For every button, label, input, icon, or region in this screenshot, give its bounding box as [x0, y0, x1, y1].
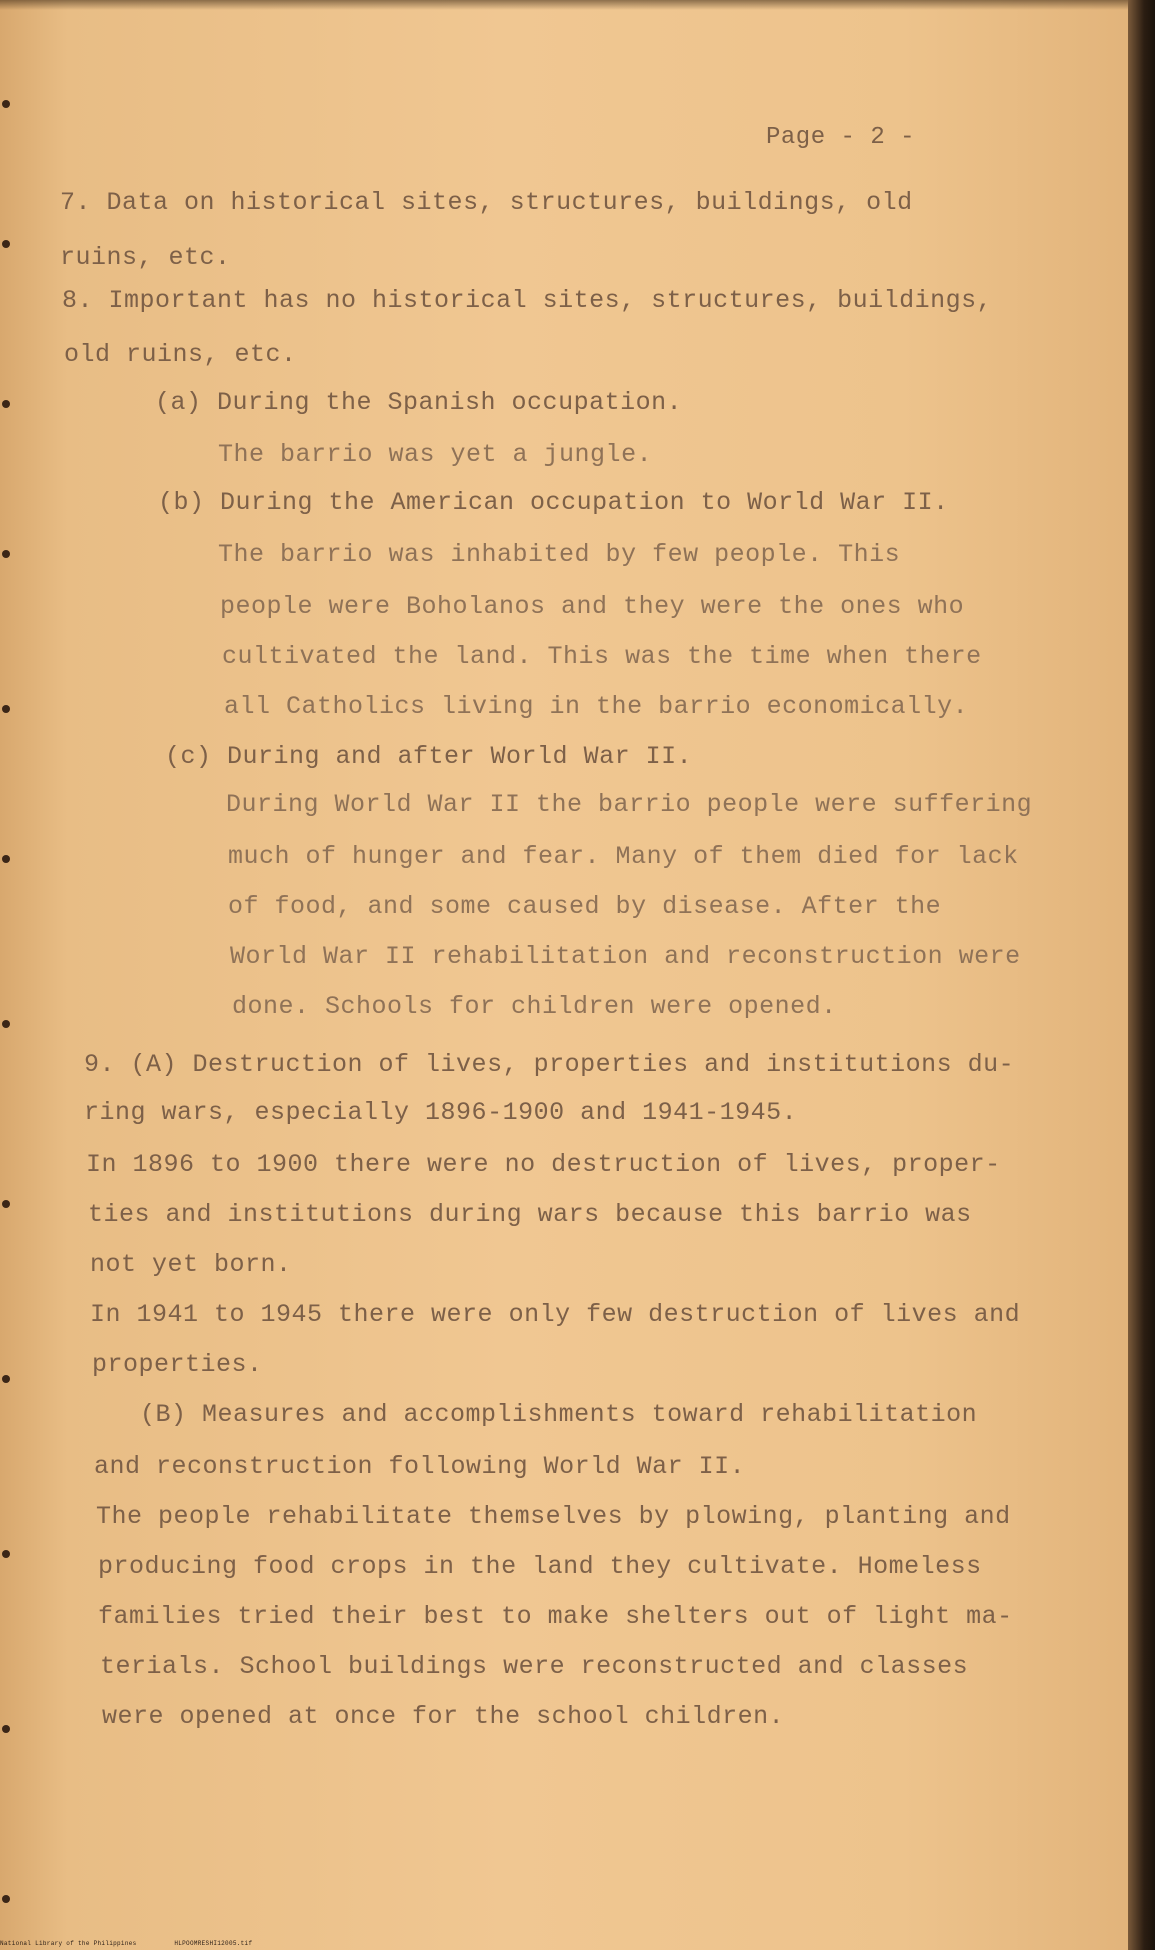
- text-line: families tried their best to make shelters out of light ma-: [98, 1602, 1013, 1631]
- text-line: (b) During the American occupation to World War II.: [158, 488, 949, 517]
- text-line: properties.: [92, 1350, 263, 1379]
- text-line: people were Boholanos and they were the ones who: [220, 592, 965, 621]
- text-line: The barrio was inhabited by few people. This: [218, 540, 901, 569]
- book-spine-edge: [1128, 0, 1155, 1950]
- punch-hole-icon: [2, 855, 10, 863]
- text-line: much of hunger and fear. Many of them died for lack: [228, 842, 1019, 871]
- text-line: ties and institutions during wars because this barrio was: [88, 1200, 972, 1229]
- text-line: In 1941 to 1945 there were only few destruction of lives and: [90, 1300, 1021, 1329]
- text-line: 8. Important has no historical sites, structures, buildings,: [62, 286, 993, 315]
- page-number: Page - 2 -: [766, 124, 916, 151]
- text-line: terials. School buildings were reconstructed and classes: [100, 1652, 969, 1681]
- punch-hole-icon: [2, 1725, 10, 1733]
- punch-hole-icon: [2, 550, 10, 558]
- footer-filename: HLPOOMRESHI12005.tif: [174, 1940, 253, 1947]
- text-line: In 1896 to 1900 there were no destruction of lives, proper-: [86, 1150, 1001, 1179]
- text-line: (c) During and after World War II.: [165, 742, 693, 771]
- punch-hole-icon: [2, 1375, 10, 1383]
- text-line: producing food crops in the land they cultivate. Homeless: [98, 1552, 982, 1581]
- punch-hole-icon: [2, 705, 10, 713]
- punch-hole-icon: [2, 1550, 10, 1558]
- punch-hole-icon: [2, 1200, 10, 1208]
- text-line: all Catholics living in the barrio economically.: [224, 692, 969, 721]
- scan-footer: [0, 1940, 252, 1947]
- page-top-shadow: [0, 0, 1128, 10]
- text-line: of food, and some caused by disease. After the: [228, 892, 942, 921]
- punch-hole-icon: [2, 400, 10, 408]
- text-line: and reconstruction following World War II.: [94, 1452, 746, 1481]
- punch-hole-icon: [2, 1895, 10, 1903]
- text-line: 9. (A) Destruction of lives, properties and institutions du-: [84, 1050, 1015, 1079]
- punch-hole-icon: [2, 100, 10, 108]
- footer-library: National Library of the Philippines: [0, 1940, 137, 1947]
- text-line: not yet born.: [90, 1250, 292, 1279]
- text-line: were opened at once for the school children.: [102, 1702, 785, 1731]
- text-line: ring wars, especially 1896-1900 and 1941-1945.: [84, 1098, 798, 1127]
- text-line: done. Schools for children were opened.: [232, 992, 837, 1021]
- text-line: The barrio was yet a jungle.: [218, 440, 653, 469]
- text-line: cultivated the land. This was the time when there: [222, 642, 982, 671]
- text-line: (a) During the Spanish occupation.: [155, 388, 683, 417]
- text-line: (B) Measures and accomplishments toward rehabilitation: [140, 1400, 978, 1429]
- text-line: The people rehabilitate themselves by plowing, planting and: [96, 1502, 1011, 1531]
- text-line: 7. Data on historical sites, structures, buildings, old: [60, 188, 913, 217]
- punch-hole-icon: [2, 1020, 10, 1028]
- text-line: During World War II the barrio people were suffering: [226, 790, 1033, 819]
- punch-hole-icon: [2, 240, 10, 248]
- text-line: World War II rehabilitation and reconstruction were: [230, 942, 1021, 971]
- text-line: ruins, etc.: [60, 243, 231, 272]
- text-line: old ruins, etc.: [64, 340, 297, 369]
